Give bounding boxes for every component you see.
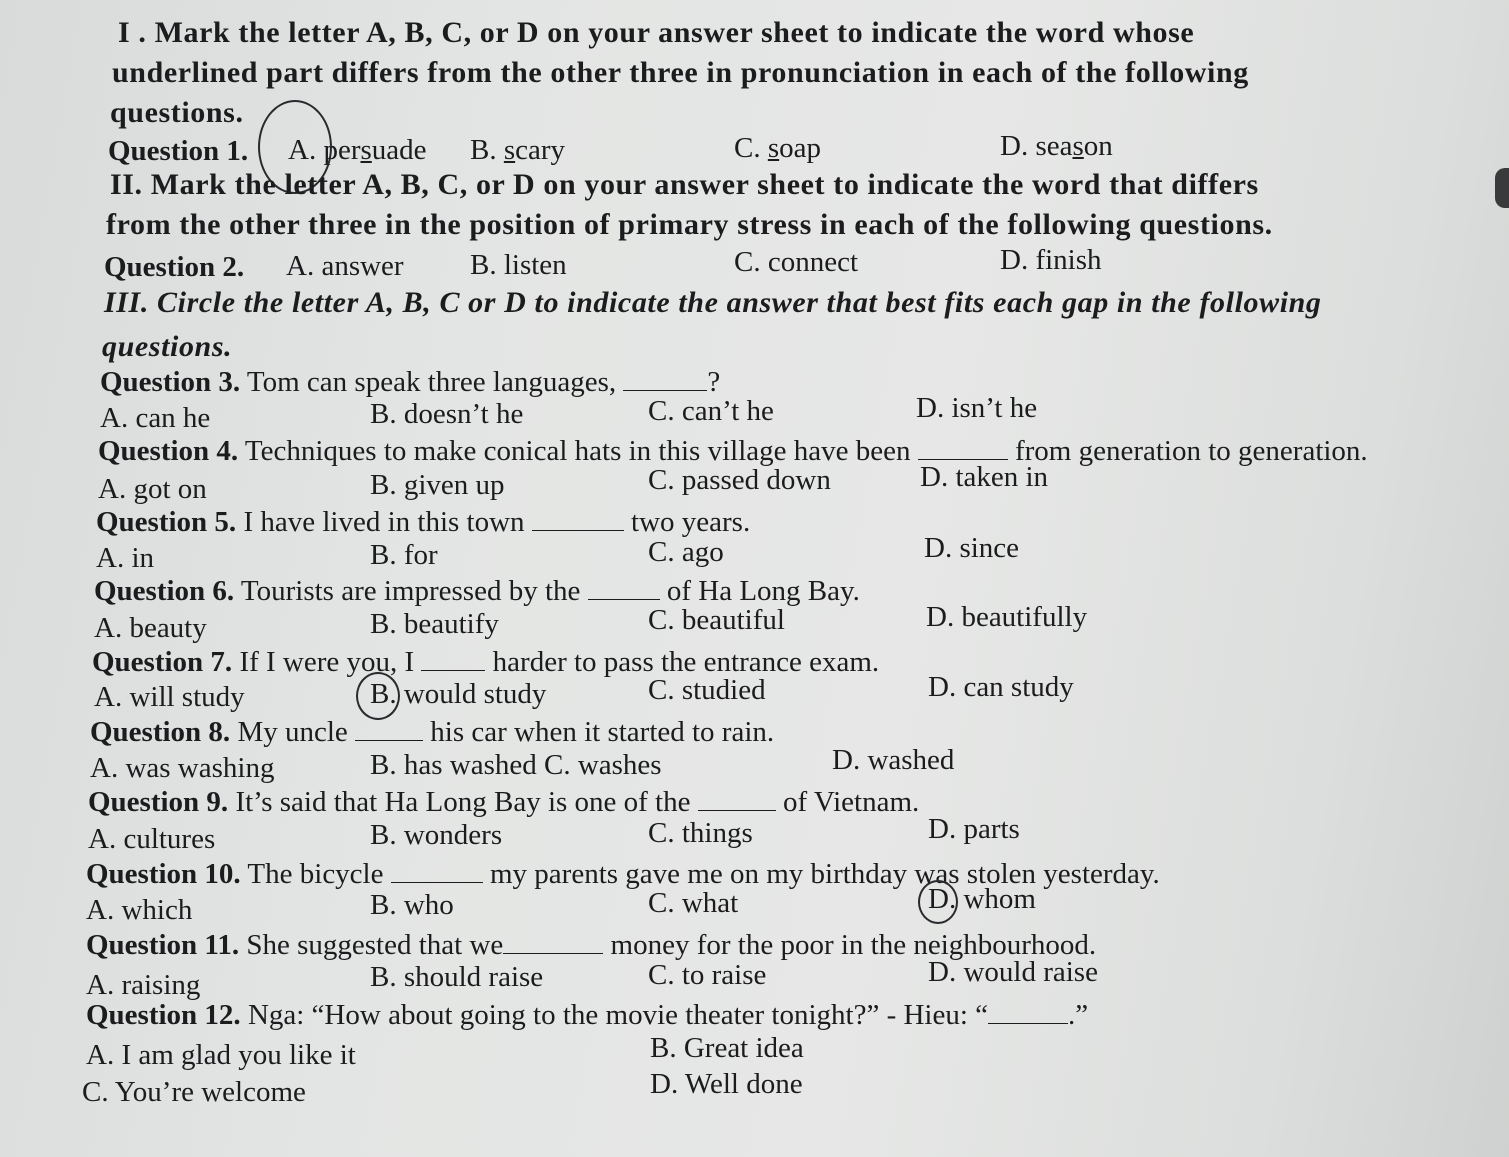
q2-option-c[interactable]: C. connect	[734, 246, 859, 278]
q10-option-d[interactable]: D. whom	[928, 883, 1036, 915]
question-9-label: Question 9.	[88, 786, 229, 818]
question-5-text-post: two years.	[631, 506, 751, 538]
section1-heading-line3: questions.	[110, 96, 244, 129]
q4-option-b[interactable]: B. given up	[370, 469, 505, 501]
q5-option-c[interactable]: C. ago	[648, 536, 724, 568]
q11-option-c[interactable]: C. to raise	[648, 959, 767, 991]
q5-option-b[interactable]: B. for	[370, 539, 438, 571]
question-2-label: Question 2.	[104, 251, 245, 283]
question-7-label: Question 7.	[92, 646, 233, 678]
question-10-label: Question 10.	[86, 858, 241, 890]
question-4-text-post: from generation to generation.	[1014, 435, 1368, 467]
question-9-text-pre: It’s said that Ha Long Bay is one of the	[235, 786, 691, 818]
question-5-label: Question 5.	[96, 506, 237, 538]
question-8-blank[interactable]	[355, 718, 423, 741]
question-5	[96, 505, 750, 539]
question-11-text-pre: She suggested that we	[246, 929, 504, 961]
question-12-text-post: .”	[1068, 999, 1089, 1031]
q12-option-c[interactable]: C. You’re welcome	[82, 1076, 306, 1108]
q6-option-a[interactable]: A. beauty	[94, 612, 207, 644]
question-9-text-post: of Vietnam.	[783, 786, 920, 818]
question-6-blank[interactable]	[588, 577, 660, 600]
q6-option-b[interactable]: B. beautify	[370, 608, 499, 640]
question-6-text-post: of Ha Long Bay.	[666, 575, 860, 607]
q6-option-c[interactable]: C. beautiful	[648, 604, 785, 636]
q8-option-d[interactable]: D. washed	[832, 744, 955, 776]
question-1	[108, 134, 248, 168]
q8-option-a[interactable]: A. was washing	[90, 752, 275, 784]
question-8-text-post: his car when it started to rain.	[430, 716, 775, 748]
q1-option-b[interactable]: B. scary	[470, 134, 566, 166]
question-12-text-pre: Nga: “How about going to the movie theater tonight?” - Hieu: “	[247, 999, 989, 1031]
question-12-label: Question 12.	[86, 999, 241, 1031]
q8-option-bc[interactable]: B. has washed C. washes	[370, 749, 662, 781]
q11-option-a[interactable]: A. raising	[86, 969, 201, 1001]
question-3-blank[interactable]	[623, 368, 707, 391]
section2-heading-line2: from the other three in the position of primary stress in each of the following questions.	[106, 208, 1273, 241]
q12-option-d[interactable]: D. Well done	[650, 1068, 803, 1100]
question-8	[90, 715, 774, 749]
q5-option-a[interactable]: A. in	[96, 542, 154, 574]
q2-option-a[interactable]: A. answer	[286, 250, 404, 282]
question-12-blank[interactable]	[988, 1001, 1068, 1024]
q12-option-b[interactable]: B. Great idea	[650, 1032, 804, 1064]
question-3	[100, 365, 720, 399]
q9-option-b[interactable]: B. wonders	[370, 819, 503, 851]
q2-option-d[interactable]: D. finish	[1000, 244, 1102, 276]
q4-option-d[interactable]: D. taken in	[920, 461, 1049, 493]
question-7-text-post: harder to pass the entrance exam.	[492, 646, 880, 678]
q12-option-a[interactable]: A. I am glad you like it	[86, 1039, 356, 1071]
question-9-blank[interactable]	[698, 788, 776, 811]
section1-heading-line2: underlined part differs from the other three in pronunciation in each of the following	[112, 56, 1249, 89]
question-10-blank[interactable]	[391, 860, 483, 883]
question-10-text-post: my parents gave me on my birthday was stolen yesterday.	[490, 858, 1160, 890]
section3-heading-line2: questions.	[102, 330, 233, 363]
question-5-blank[interactable]	[532, 508, 624, 531]
question-5-text-pre: I have lived in this town	[243, 506, 525, 538]
q4-option-a[interactable]: A. got on	[98, 473, 207, 505]
question-6-text-pre: Tourists are impressed by the	[240, 575, 581, 607]
q7-option-d[interactable]: D. can study	[928, 671, 1074, 703]
question-8-label: Question 8.	[90, 716, 231, 748]
binder-clip	[1495, 168, 1509, 208]
q1-option-a[interactable]: A. persuade	[288, 134, 427, 166]
answer-circle-mark	[918, 880, 958, 924]
q2-option-b[interactable]: B. listen	[470, 249, 567, 281]
question-4-label: Question 4.	[98, 435, 239, 467]
question-3-text-post: ?	[707, 366, 721, 398]
q3-option-c[interactable]: C. can’t he	[648, 395, 774, 427]
q5-option-d[interactable]: D. since	[924, 532, 1020, 564]
q1-option-d[interactable]: D. season	[1000, 130, 1113, 162]
question-11-text-post: money for the poor in the neighbourhood.	[610, 929, 1097, 961]
q9-option-a[interactable]: A. cultures	[88, 823, 216, 855]
q7-option-c[interactable]: C. studied	[648, 674, 766, 706]
q3-option-d[interactable]: D. isn’t he	[916, 392, 1038, 424]
section3-heading-line1: III. Circle the letter A, B, C or D to indicate the answer that best fits each gap in the following	[104, 286, 1322, 319]
question-3-label: Question 3.	[100, 366, 241, 398]
question-11-blank[interactable]	[503, 931, 603, 954]
question-2	[104, 250, 244, 284]
section1-heading-line1: I . Mark the letter A, B, C, or D on your answer sheet to indicate the word whose	[118, 16, 1195, 49]
q10-option-a[interactable]: A. which	[86, 894, 193, 926]
q7-option-a[interactable]: A. will study	[94, 681, 245, 713]
question-3-text-pre: Tom can speak three languages,	[246, 366, 617, 398]
q4-option-c[interactable]: C. passed down	[648, 464, 831, 496]
q3-option-a[interactable]: A. can he	[100, 402, 211, 434]
q10-option-b[interactable]: B. who	[370, 889, 454, 921]
question-6-label: Question 6.	[94, 575, 235, 607]
q9-option-c[interactable]: C. things	[648, 817, 753, 849]
question-12	[86, 998, 1088, 1032]
question-7-text-pre: If I were you, I	[239, 646, 415, 678]
q7-option-b[interactable]: B. would study	[370, 678, 547, 710]
question-1-label: Question 1.	[108, 135, 249, 167]
q3-option-b[interactable]: B. doesn’t he	[370, 398, 524, 430]
question-11-label: Question 11.	[86, 929, 240, 961]
question-4-text-pre: Techniques to make conical hats in this village have been	[244, 435, 911, 467]
section2-heading-line1: II. Mark the letter A, B, C, or D on your answer sheet to indicate the word that differs	[110, 168, 1259, 201]
q9-option-d[interactable]: D. parts	[928, 813, 1020, 845]
q6-option-d[interactable]: D. beautifully	[926, 601, 1088, 633]
q11-option-d[interactable]: D. would raise	[928, 956, 1098, 988]
question-8-text-pre: My uncle	[237, 716, 348, 748]
answer-circle-mark	[356, 672, 400, 720]
q11-option-b[interactable]: B. should raise	[370, 961, 544, 993]
question-9	[88, 785, 919, 819]
q10-option-c[interactable]: C. what	[648, 887, 739, 919]
question-10-text-pre: The bicycle	[247, 858, 384, 890]
question-4-blank[interactable]	[918, 437, 1008, 460]
question-7-blank[interactable]	[421, 648, 485, 671]
q1-option-c[interactable]: C. soap	[734, 132, 822, 164]
